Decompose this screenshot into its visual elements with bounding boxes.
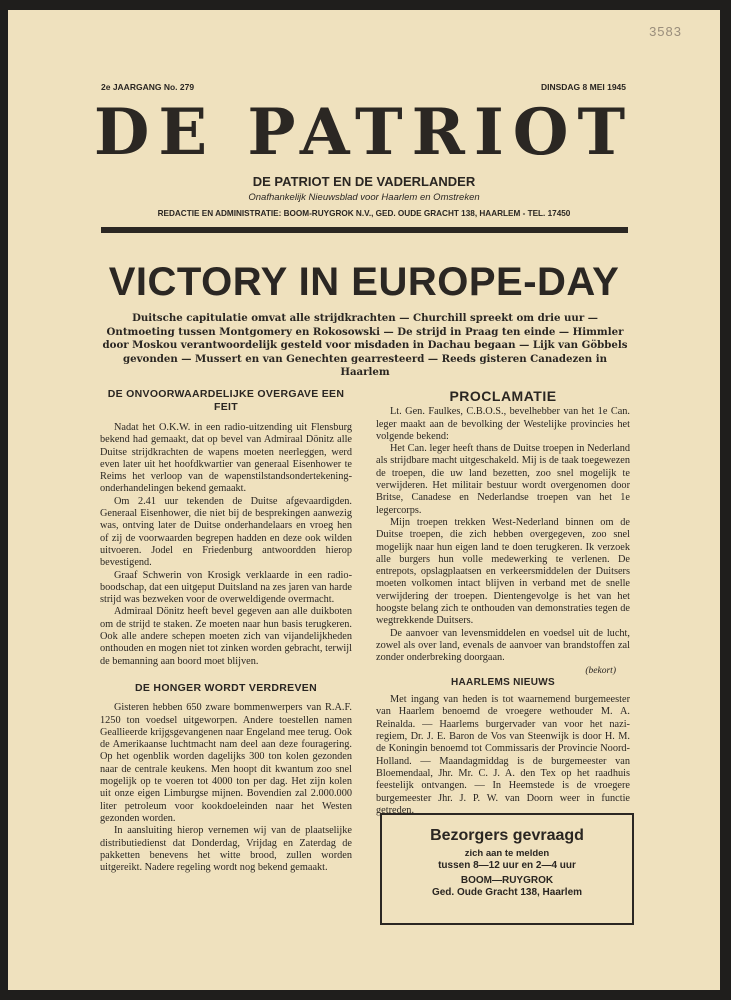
masthead-tagline: Onafhankelijk Nieuwsblad voor Haarlem en Omstreken	[248, 192, 480, 203]
ad-title: Bezorgers gevraagd	[430, 827, 584, 844]
article-paragraph: De aanvoer van levensmiddelen en voedsel uit de lucht, zowel als over land, evenals de aanvoer van brandstoffen zal zonder onderbreking doorgaan.	[376, 627, 630, 664]
archive-number: 3583	[649, 24, 682, 39]
proclamation-note: (bekort)	[585, 665, 616, 676]
masthead-title: DE PATRIOT	[93, 95, 635, 170]
article-heading-proclamation: PROCLAMATIE	[449, 388, 557, 404]
article-paragraph: Met ingang van heden is tot waarnemend burgemeester van Haarlem benoemd de vroegere wethouder M. A. Reinalda. — Haarlems burgervader van voor het nazi-regiem, Dr. J. E. Baron de Vos van Steenwijk is door H. M. de Koningin benoemd tot Commissaris der Provincie Noord-Holland. — Maandagmiddag is de burgemeester van Bloemendaal, Jhr. Mr. C. J. A. den Tex op het raadhuis feestelijk ontvangen. — In Heemstede is de vroegere burgemeester Jhr. J. P. W. van Doorn weer in functie getreden.	[376, 694, 630, 816]
article-paragraph: Admiraal Dönitz heeft bevel gegeven aan alle duikboten om de strijd te staken. Ze moeten naar hun basis terugkeren. Ook alle andere schepen moeten zich van vijandelijkheden onthouden en mogen niet tot zinken worden gebracht, terwijl de bemanning aan boord moet blijven.	[100, 606, 352, 667]
main-headline: VICTORY IN EUROPE-DAY	[108, 260, 620, 304]
article-paragraph: Het Can. leger heeft thans de Duitse troepen in Nederland als strijdbare macht uitgeschakeld. Mij is de taak toegewezen de troepen, die uw land bezetten, zoo snel mogelijk te verwijderen. Het militair bestuur wordt overgenomen door Britse, Canadese en Nederlandse troepen van het 1e legercorps.	[376, 443, 630, 516]
article-paragraph: Mijn troepen trekken West-Nederland binnen om de Duitse troepen, die zich hebben overgegeven, zoo snel mogelijk naar hun eigen land te doen terugkeren. Ik verzoek alle burgers hun volle medewerking te verlenen. De entrepots, opslagplaatsen en verkeersmiddelen der Duitsers moeten volkomen intact blijven in verband met de snelle verwijdering der troepen. Dientengevolge is het van het hoogste belang zich te onthouden van demonstraties tegen de wegtrekkende Duitsers.	[376, 516, 630, 627]
article-paragraph: Nadat het O.K.W. in een radio-uitzending uit Flensburg bekend had gemaakt, dat op bevel van Admiraal Dönitz alle Duitse strijdkrachten de wapens moeten neerleggen, werd even later uit het hoofdkwartier van generaal Eisenhower te Reims het verloop van de wapenstilstandsondertekening-onderhandelingen bekend gemaakt.	[100, 422, 352, 495]
ad-line: tussen 8—12 uur en 2—4 uur	[438, 860, 576, 871]
masthead-subtitle: DE PATRIOT EN DE VADERLANDER	[252, 174, 476, 189]
newspaper-page	[8, 10, 720, 990]
headline-subheads: Duitsche capitulatie omvat alle strijdkrachten — Churchill spreekt om drie uur — Ontmoeting tussen Montgomery en Rokosowski — De strijd in Praag ten einde — Himmler door Moskou verantwoordelijk gesteld voor misdaden in Dachau begaan — Lijk van Göbbels gevonden — Mussert en van Genechten gearresteerd — Reeds gisteren Canadezen in Haarlem	[102, 312, 628, 378]
article-paragraph: Om 2.41 uur tekenden de Duitse afgevaardigden. Generaal Eisenhower, die niet bij de besprekingen aanwezig was, ontving later de Duitse onderhandelaars en vroeg hen of zij de voorwaarden begrepen hadden en deze ook wilden uitvoeren. Jodel en Friedenburg antwoordden hierop bevestigend.	[100, 495, 352, 569]
article-paragraph: Gisteren hebben 650 zware bommenwerpers van R.A.F. 1250 ton voedsel uitgeworpen. Andere toestellen namen Geallieerde krijgsgevangenen naar Engeland mee terug. Ook de Amerikaanse luchtmacht nam deel aan deze fouragering. Op het ogenblik worden dagelijks 300 ton kolen gezonden naar de centrale keukens. Men hoopt dit kwantum zoo snel mogelijk op te voeren tot 4000 ton per dag. Het zijn kolen uit onze eigen Limburgse mijnen. Bovendien zal 2.000.000 liter petroleum voor kookdoeleinden naar het Westen gezonden worden.	[100, 702, 352, 824]
masthead-rule	[101, 227, 628, 233]
article-paragraph: In aansluiting hierop vernemen wij van de plaatselijke distributiedienst dat Donderdag, Vrijdag en Zaterdag de pakketten benevens het witte brood, zullen worden uitgereikt. Nadere regeling wordt nog bekend gemaakt.	[100, 825, 352, 874]
article-heading-haarlem: HAARLEMS NIEUWS	[451, 676, 555, 688]
right-column	[376, 390, 630, 817]
ad-address: Ged. Oude Gracht 138, Haarlem	[431, 887, 583, 898]
ad-company: BOOM—RUYGROK	[460, 875, 554, 886]
article-heading-hunger: DE HONGER WORDT VERDREVEN	[135, 681, 317, 694]
masthead-address: REDACTIE EN ADMINISTRATIE: BOOM-RUYGROK N.V., GED. OUDE GRACHT 138, HAARLEM - TEL. 17450	[157, 209, 571, 218]
article-paragraph: Lt. Gen. Faulkes, C.B.O.S., bevelhebber van het 1e Can. leger maakt aan de bevolking der Westelijke provincies het volgende bekend:	[376, 406, 630, 442]
left-column	[100, 388, 352, 874]
volume-number: 2e JAARGANG No. 279	[101, 82, 195, 92]
ad-line: zich aan te melden	[464, 848, 550, 859]
issue-date: DINSDAG 8 MEI 1945	[540, 82, 626, 92]
advertisement-box	[380, 813, 634, 925]
article-paragraph: Graaf Schwerin von Krosigk verklaarde in een radio-boodschap, dat een uitgeput Duitsland na zes jaren van harde strijd was bezweken voor de overweldigende overmacht.	[100, 569, 352, 606]
article-heading-surrender: DE ONVOORWAARDELIJKE OVERGAVE EEN FEIT	[107, 388, 345, 413]
